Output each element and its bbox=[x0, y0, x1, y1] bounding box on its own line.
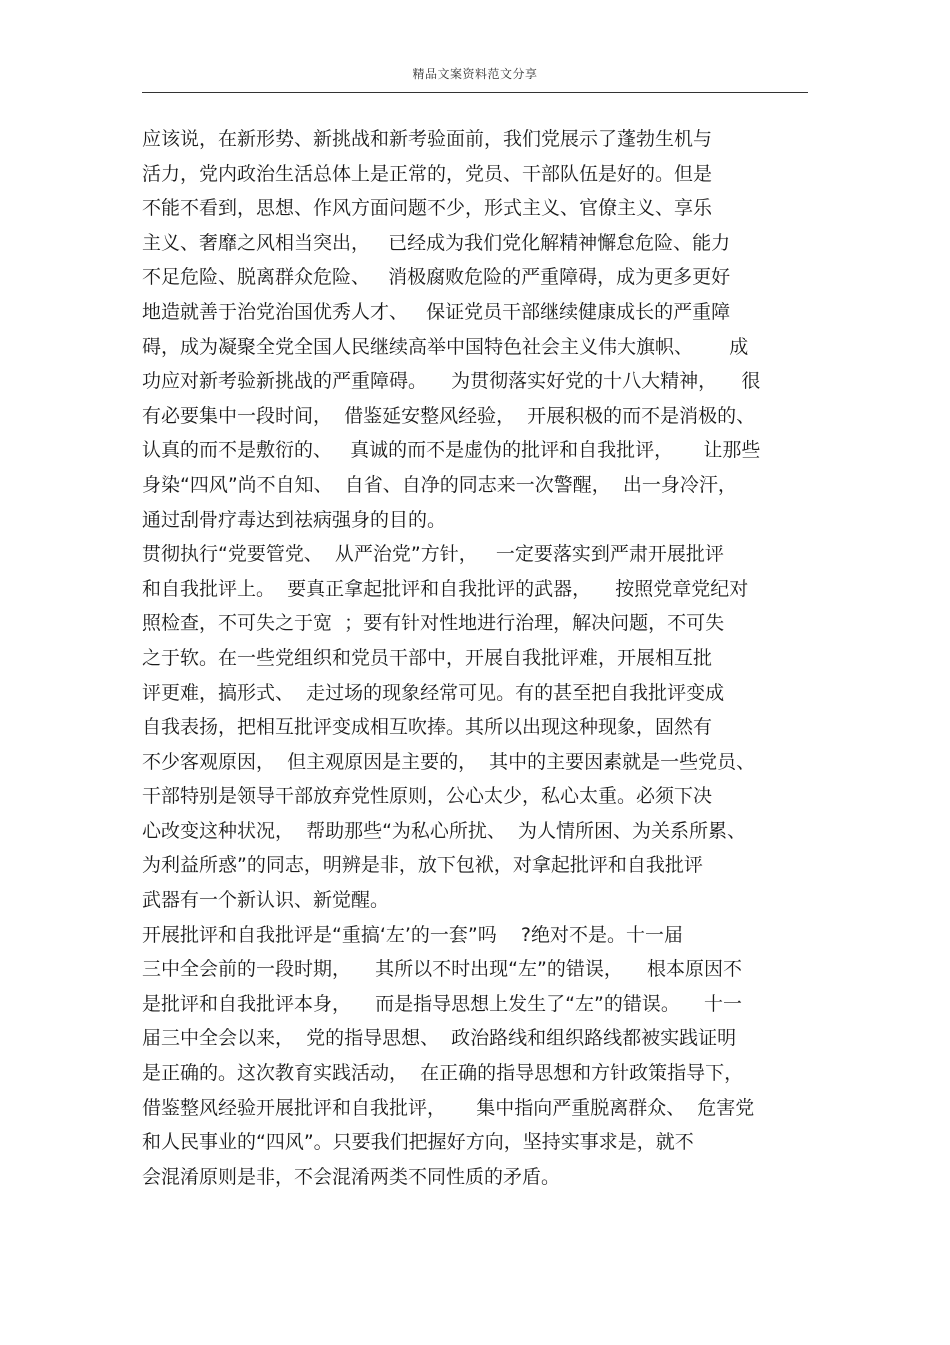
text-line: 自我表扬，把相互批评变成相互吹捧。其所以出现这种现象，固然有 bbox=[142, 716, 713, 739]
paragraph-1 bbox=[142, 122, 808, 537]
text-line: 碍，成为凝聚全党全国人民继续高举中国特色社会主义伟大旗帜、 成 bbox=[142, 335, 749, 358]
text-line: 评更难，搞形式、 走过场的现象经常可见。有的甚至把自我批评变成 bbox=[142, 681, 725, 704]
text-line: 三中全会前的一段时期， 其所以不时出现“左”的错误， 根本原因不 bbox=[142, 958, 743, 981]
paragraph-3 bbox=[142, 918, 808, 1195]
document-body bbox=[142, 122, 808, 1194]
text-line: 认真的而不是敷衍的、 真诚的而不是虚伪的批评和自我批评， 让那些 bbox=[142, 439, 761, 462]
text-line: 干部特别是领导干部放弃党性原则，公心太少，私心太重。必须下决 bbox=[142, 785, 713, 808]
text-line: 为利益所惑”的同志，明辨是非，放下包袱，对拿起批评和自我批评 bbox=[142, 854, 703, 877]
text-line: 主义、奢靡之风相当突出， 已经成为我们党化解精神懈怠危险、能力 bbox=[142, 231, 731, 254]
text-line: 是正确的。这次教育实践活动， 在正确的指导思想和方针政策指导下， bbox=[142, 1062, 744, 1085]
text-line: 不能不看到，思想、作风方面问题不少，形式主义、官僚主义、享乐 bbox=[142, 197, 713, 220]
text-line: 照检查，不可失之于宽 ；要有针对性地进行治理，解决问题，不可失 bbox=[142, 612, 725, 635]
text-line: 和自我批评上。 要真正拿起批评和自我批评的武器， 按照党章党纪对 bbox=[142, 577, 749, 600]
text-line: 武器有一个新认识、新觉醒。 bbox=[142, 889, 390, 912]
paragraph-2 bbox=[142, 537, 808, 918]
text-line: 有必要集中一段时间， 借鉴延安整风经验， 开展积极的而不是消极的、 bbox=[142, 404, 756, 427]
text-line: 通过刮骨疗毒达到祛病强身的目的。 bbox=[142, 508, 447, 531]
header-title: 精品文案资料范文分享 bbox=[412, 67, 538, 81]
text-line: 和人民事业的“四风”。只要我们把握好方向，坚持实事求是，就不 bbox=[142, 1131, 694, 1154]
text-line: 心改变这种状况， 帮助那些“为私心所扰、 为人情所困、为关系所累、 bbox=[142, 819, 747, 842]
text-line: 开展批评和自我批评是“重搞‘左’的一套”吗 ?绝对不是。十一届 bbox=[142, 923, 684, 946]
text-line: 应该说，在新形势、新挑战和新考验面前，我们党展示了蓬勃生机与 bbox=[142, 128, 713, 150]
text-line: 不足危险、脱离群众危险、 消极腐败危险的严重障碍，成为更多更好 bbox=[142, 266, 731, 289]
page-header bbox=[142, 0, 808, 93]
text-line: 不少客观原因， 但主观原因是主要的， 其中的主要因素就是一些党员、 bbox=[142, 750, 756, 773]
text-line: 身染“四风”尚不自知、 自省、自净的同志来一次警醒， 出一身冷汗， bbox=[142, 473, 737, 496]
text-line: 地造就善于治党治国优秀人才、 保证党员干部继续健康成长的严重障 bbox=[142, 300, 731, 323]
text-line: 会混淆原则是非，不会混淆两类不同性质的矛盾。 bbox=[142, 1165, 561, 1188]
text-line: 是批评和自我批评本身， 而是指导思想上发生了“左”的错误。 十一 bbox=[142, 992, 743, 1015]
text-line: 之于软。在一些党组织和党员干部中，开展自我批评难，开展相互批 bbox=[142, 646, 713, 669]
text-line: 借鉴整风经验开展批评和自我批评， 集中指向严重脱离群众、 危害党 bbox=[142, 1096, 755, 1119]
text-line: 届三中全会以来， 党的指导思想、 政治路线和组织路线都被实践证明 bbox=[142, 1027, 737, 1050]
text-line: 贯彻执行“党要管党、 从严治党”方针， 一定要落实到严肃开展批评 bbox=[142, 543, 724, 566]
text-line: 活力，党内政治生活总体上是正常的，党员、干部队伍是好的。但是 bbox=[142, 162, 713, 185]
text-line: 功应对新考验新挑战的严重障碍。 为贯彻落实好党的十八大精神， 很 bbox=[142, 370, 761, 393]
